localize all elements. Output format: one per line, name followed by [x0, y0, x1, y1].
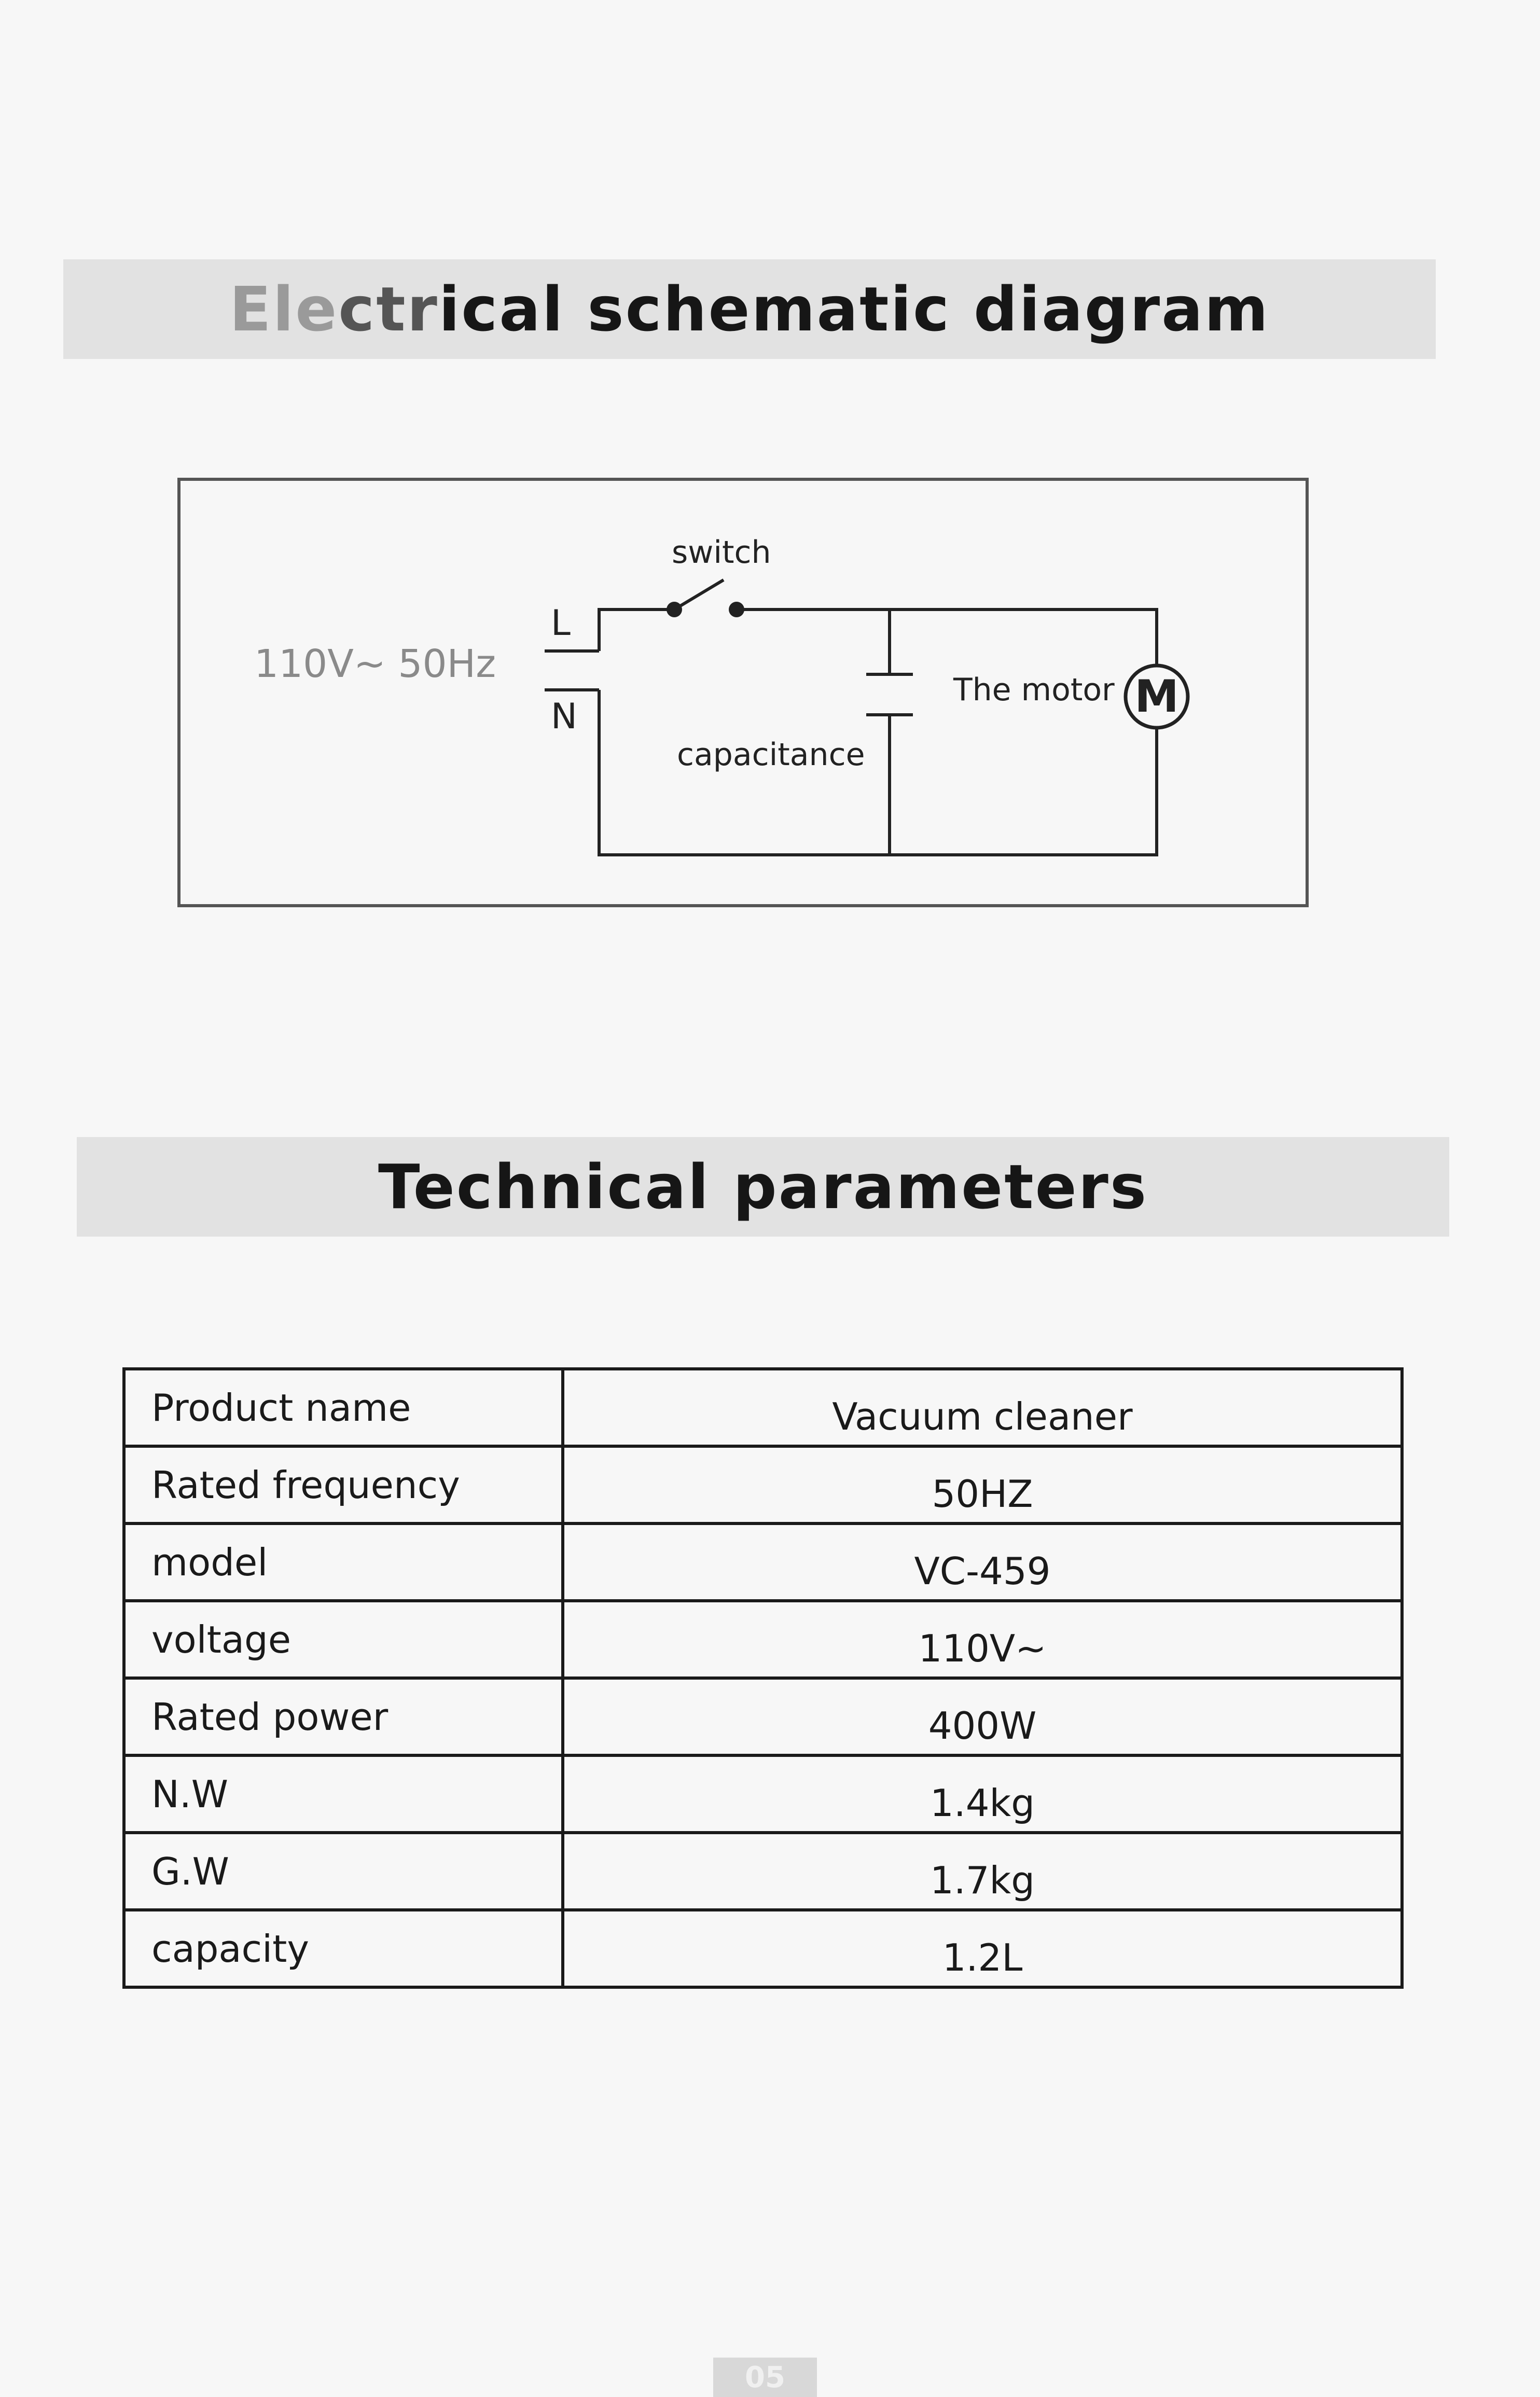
top-wire [737, 609, 1157, 666]
param-label: Product name [124, 1369, 563, 1446]
param-value: VC-459 [563, 1523, 1402, 1601]
table-row [124, 1446, 1402, 1523]
motor-label: The motor [953, 672, 1115, 708]
param-value: 1.4kg [563, 1755, 1402, 1833]
param-value: 50HZ [563, 1446, 1402, 1523]
schematic-title: Electrical schematic diagram [229, 273, 1270, 345]
params-header-band [77, 1137, 1449, 1237]
params-title: Technical parameters [378, 1151, 1148, 1223]
param-value: 110V~ [563, 1601, 1402, 1678]
param-value: 1.7kg [563, 1833, 1402, 1910]
param-label: Rated power [124, 1678, 563, 1755]
table-row [124, 1601, 1402, 1678]
table-row [124, 1755, 1402, 1833]
param-label: Rated frequency [124, 1446, 563, 1523]
live-label: L [551, 603, 571, 644]
params-table [122, 1367, 1404, 1989]
table-row [124, 1910, 1402, 1987]
switch-blade [674, 580, 724, 609]
param-label: model [124, 1523, 563, 1601]
param-value: 400W [563, 1678, 1402, 1755]
param-value: 1.2L [563, 1910, 1402, 1987]
page-number: 05 [713, 2358, 817, 2397]
param-label: N.W [124, 1755, 563, 1833]
table-row [124, 1523, 1402, 1601]
motor-letter: M [1134, 671, 1179, 723]
switch-label: switch [672, 534, 771, 571]
param-label: voltage [124, 1601, 563, 1678]
neutral-label: N [551, 696, 577, 737]
capacitance-label: capacitance [677, 737, 865, 773]
table-row [124, 1678, 1402, 1755]
live-wire [599, 609, 674, 651]
param-label: capacity [124, 1910, 563, 1987]
circuit-diagram [0, 0, 1540, 934]
source-label: 110V~ 50Hz [254, 642, 496, 686]
table-row [124, 1833, 1402, 1910]
param-value: Vacuum cleaner [563, 1369, 1402, 1446]
table-row [124, 1369, 1402, 1446]
param-label: G.W [124, 1833, 563, 1910]
